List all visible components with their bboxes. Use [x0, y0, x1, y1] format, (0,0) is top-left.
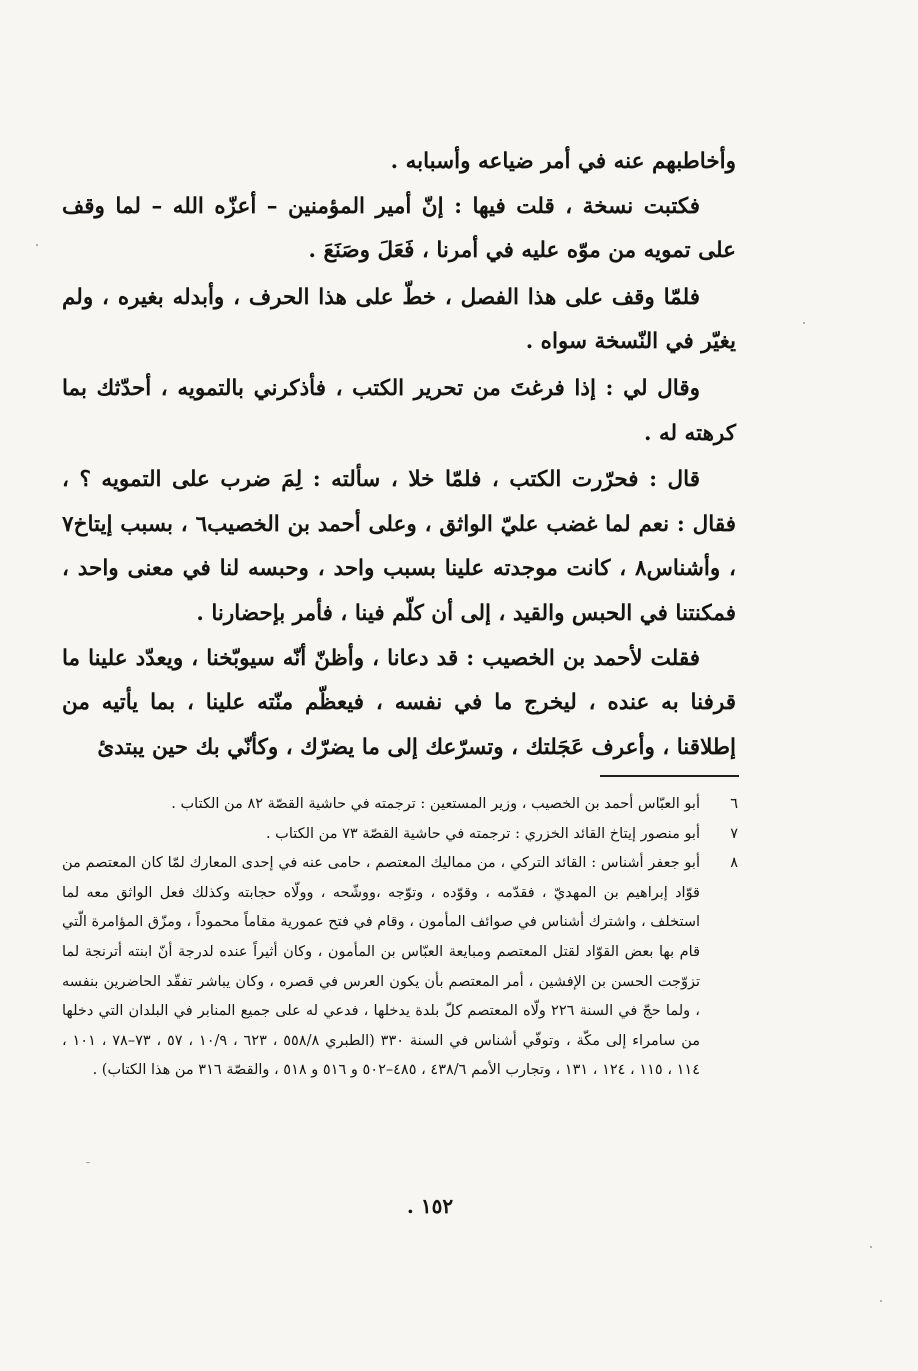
page-number: ١٥٢ . — [406, 1194, 454, 1218]
paragraph-4: وقال لي : إذا فرغتَ من تحرير الكتب ، فأذكرني بالتمويه ، أحدّثك بما كرهته له . — [62, 375, 736, 446]
paragraph-2: فكتبت نسخة ، قلت فيها : إنّ أمير المؤمنين – أعزّه الله – لما وقف على تمويه من موّه عليه في أمرنا ، فَعَلَ وصَنَعَ . — [62, 193, 736, 264]
footnote-8 — [62, 849, 738, 1086]
footnote-6 — [62, 790, 738, 820]
footnote-text: أبو العبّاس أحمد بن الخصيب ، وزير المستعين : ترجمته في حاشية القصّة ٨٢ من الكتاب . — [171, 796, 700, 812]
paper-speck — [870, 1246, 872, 1248]
footnote-text: أبو منصور إيتاخ القائد الخزري : ترجمته في حاشية القصّة ٧٣ من الكتاب . — [265, 825, 700, 842]
paragraph-3: فلمّا وقف على هذا الفصل ، خطّ على هذا الحرف ، وأبدله بغيره ، ولم يغيّر في النّسخة سواه . — [62, 284, 736, 355]
paper-speck — [880, 1300, 882, 1302]
footnote-number: ٨ — [730, 855, 738, 872]
paper-speck — [803, 322, 805, 324]
paper-speck — [36, 244, 38, 246]
paper-speck — [86, 1162, 90, 1163]
footnotes — [62, 790, 738, 1086]
footnote-separator — [600, 775, 739, 777]
footnote-7 — [62, 820, 738, 850]
footnote-text: أبو جعفر أشناس : القائد التركي ، من مماليك المعتصم ، حامى عنه في إحدى المعارك لمّا كان المعتصم من قوّاد إبراهيم بن المهديّ ، فقدّمه ، وقوّده ، وتوّجه ،ووشّحه ، وولّاه حجابته وكذلك فعل الواثق معه لما استخلف ، واشترك أشناس في صوائف المأمون ، وقام في فتح عمورية مقاماً محموداً ، ومزّق المؤامرة الّتي قام بها بعض القوّاد لقتل المعتصم ومبايعة العبّاس بن المأمون ، وكان أثيراً عنده لدرجة أنّ ابنته أترنجة لما تزوّجت الحسن بن الإفشين ، أمر المعتصم بأن يكون العرس في قصره ، وكان يباشر تفقّد الحاضرين بنفسه ، ولما حجّ في السنة ٢٢٦ ولّاه المعتصم كلّ بلدة يدخلها ، فدعي له على جميع المنابر في البلدان التي دخلها من سامراء إلى مكّة ، وتوفّي أشناس في السنة ٣٣٠ (الطبري ٥٥٨/٨ ، ٦٢٣ ، ٩/‏١٠ ، ٥٧ ، ٧٣–٧٨ ، ١٠١ ، ١١٤ ، ١١٥ ، ١٢٤ ، ١٣١ ، وتجارب الأمم ٤٣٨/٦ ، ٤٨٥–٥٠٢ و ٥١٦ و ٥١٨ ، والقصّة ٣١٦ من هذا الكتاب) . — [62, 855, 701, 1079]
paragraph-6: فقلت لأحمد بن الخصيب : قد دعانا ، وأظنّ أنّه سيوبّخنا ، ويعدّد علينا ما قرفنا به عنده ، ليخرج ما في نفسه ، فيعظّم منّته علينا ، بما يأتيه من إطلاقنا ، وأعرف عَجَلتك ، وتسرّعك إلى ما يضرّك ، وكأنّي بك حين يبتدئ — [62, 645, 736, 760]
main-text — [62, 140, 736, 770]
paragraph-5: قال : فحرّرت الكتب ، فلمّا خلا ، سألته : لِمَ ضرب على التمويه ؟ ، فقال : نعم لما غضب عليّ الواثق ، وعلى أحمد بن الخصيب٦ ، بسبب إيتاخ٧ ، وأشناس٨ ، كانت موجدته علينا بسبب واحد ، وحبسه لنا في معنى واحد ، فمكنتنا في الحبس والقيد ، إلى أن كلّم فينا ، فأمر بإحضارنا . — [62, 467, 736, 626]
footnote-number: ٧ — [730, 825, 738, 842]
paragraph-1: وأخاطبهم عنه في أمر ضياعه وأسبابه . — [390, 149, 736, 174]
footnote-number: ٦ — [730, 796, 738, 812]
